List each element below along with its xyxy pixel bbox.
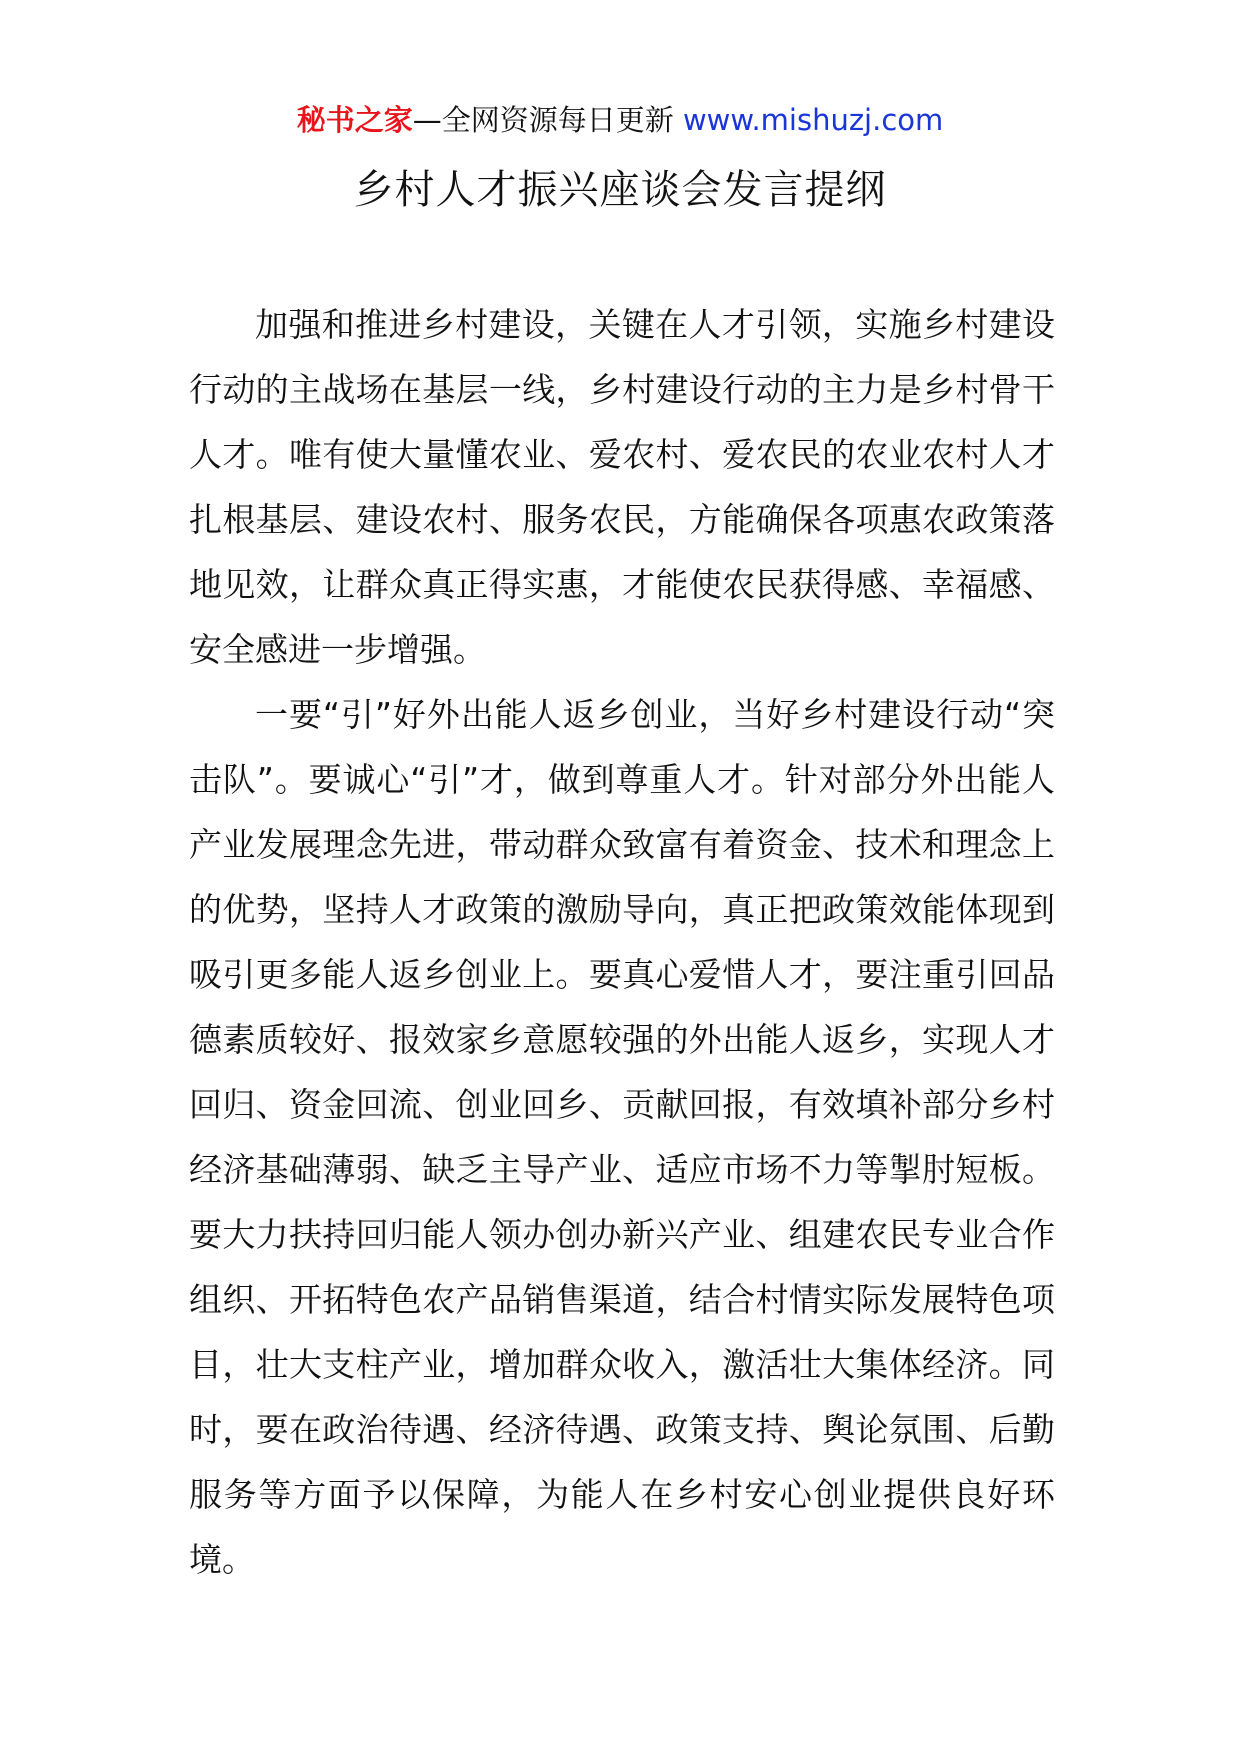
site-tagline: —全网资源每日更新: [412, 103, 674, 137]
body-paragraph: 一要“引”好外出能人返乡创业，当好乡村建设行动“突击队”。要诚心“引”才，做到尊重人才。针对部分外出能人产业发展理念先进，带动群众致富有着资金、技术和理念上的优势，坚持人才政策的激励导向，真正把政策效能体现到吸引更多能人返乡创业上。要真心爱惜人才，要注重引回品德素质较好、报效家乡意愿较强的外出能人返乡，实现人才回归、资金回流、创业回乡、贡献回报，有效填补部分乡村经济基础薄弱、缺乏主导产业、适应市场不力等掣肘短板。要大力扶持回归能人领办创办新兴产业、组建农民专业合作组织、开拓特色农产品销售渠道，结合村情实际发展特色项目，壮大支柱产业，增加群众收入，激活壮大集体经济。同时，要在政治待遇、经济待遇、政策支持、舆论氛围、后勤服务等方面予以保障，为能人在乡村安心创业提供良好环境。: [189, 695, 1055, 1579]
site-url-link[interactable]: www.mishuzj.com: [682, 103, 944, 137]
site-header: [0, 100, 1240, 140]
body-paragraph: 加强和推进乡村建设，关键在人才引领，实施乡村建设行动的主战场在基层一线，乡村建设行动的主力是乡村骨干人才。唯有使大量懂农业、爱农村、爱农民的农业农村人才扎根基层、建设农村、服务农民，方能确保各项惠农政策落地见效，让群众真正得实惠，才能使农民获得感、幸福感、安全感进一步增强。: [189, 305, 1055, 669]
site-brand: 秘书之家: [296, 103, 413, 137]
document-body: [189, 292, 1055, 1592]
document-title: 乡村人才振兴座谈会发言提纲: [353, 167, 887, 213]
